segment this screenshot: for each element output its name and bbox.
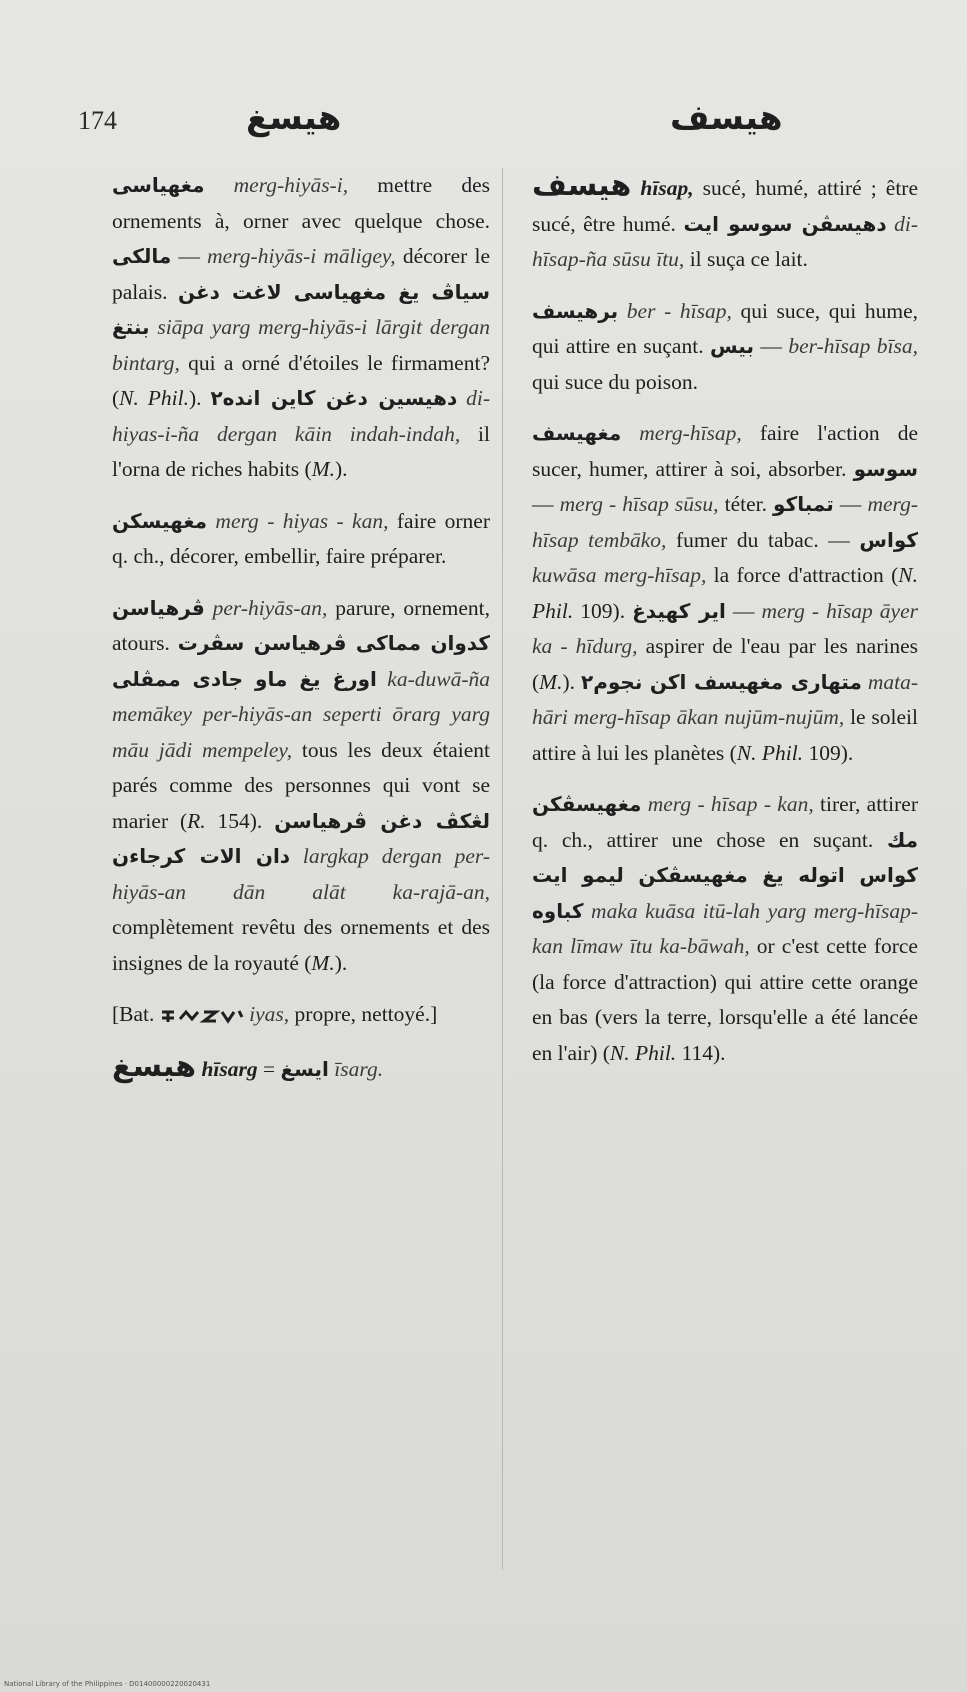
- dash: —: [532, 492, 560, 516]
- entry-merg-hisap-kan: [532, 787, 918, 1071]
- entry-hisap: [532, 168, 918, 278]
- column-divider: [502, 168, 503, 1570]
- source-reference: M.: [311, 950, 335, 975]
- dash: —: [171, 244, 208, 268]
- arabic-headword: برهيسف: [532, 298, 619, 323]
- scan-footer: National Library of the Philippines · D01400000220020431: [4, 1680, 211, 1688]
- space: [584, 899, 592, 923]
- definition: tirer, attirer q. ch., attirer une chose en suçant.: [532, 792, 918, 852]
- source-reference: N. Phil.: [609, 1040, 677, 1065]
- dash: —: [753, 334, 789, 358]
- dash: —: [833, 492, 868, 516]
- entry-per-hiyas-an: [112, 591, 490, 982]
- transliteration: di-hīsap-ña sūsu ītu,: [532, 211, 918, 271]
- punctuation: ).: [334, 950, 348, 975]
- arabic-example: مك كواس اتوله يغ مغهيسڤكن ليمو ايت كباوه: [532, 827, 918, 923]
- transliteration: merg - hīsap - kan,: [641, 792, 814, 816]
- source-reference: R.: [187, 808, 206, 833]
- entry-merg-hiyas-i: [112, 168, 490, 488]
- arabic-example: سياڤ يغ مغهياسى لاغت دغن بنتغ: [112, 279, 490, 339]
- translation: il suça ce lait.: [684, 247, 808, 271]
- definition: faire l'action de sucer, humer, attirer à soi, absorber.: [532, 421, 918, 481]
- transliteration: kuwāsa merg-hīsap,: [532, 563, 707, 587]
- arabic-headword: مغهيسڤكن: [532, 792, 642, 816]
- transliteration: largkap dergan per-hiyās-an dān alāt ka-rajā-an,: [112, 844, 490, 904]
- translation: tous les deux étaient parés comme des personnes qui vont se marier (: [112, 737, 490, 833]
- arabic-text: سوسو: [853, 456, 918, 481]
- definition: faire orner q. ch., décorer, embellir, faire préparer.: [112, 508, 490, 568]
- arabic-text: ايسغ: [280, 1056, 329, 1081]
- transliteration: iyas,: [249, 1002, 290, 1026]
- punctuation: 109).: [573, 598, 633, 623]
- arabic-example: دهيسڤن سوسو ايت: [683, 211, 887, 236]
- transliteration: merg - hīsap sūsu,: [559, 492, 719, 516]
- arabic-example: دهيسين دغن كاين انده٢: [210, 386, 458, 410]
- arabic-text: تمباكو: [773, 492, 834, 516]
- arabic-text: بيس: [710, 334, 754, 358]
- entry-merg-hiyas-kan: [112, 504, 490, 575]
- punctuation: ).: [335, 457, 348, 481]
- arabic-headword: هيسف: [532, 168, 632, 203]
- definition: parure, ornement, atours.: [112, 595, 490, 655]
- definition: décorer le palais.: [112, 244, 490, 304]
- transliteration: merg-hiyās-i māligey,: [207, 244, 396, 268]
- punctuation: 114).: [676, 1040, 726, 1065]
- arabic-text: كواس: [859, 527, 918, 552]
- arabic-text: مالكى: [112, 244, 172, 268]
- punctuation: 109).: [803, 740, 854, 765]
- right-column: [532, 168, 918, 1087]
- definition: aspirer de l'eau par les narines (: [532, 634, 918, 694]
- definition: sucé, humé, attiré ; être sucé, être humé.: [532, 176, 919, 236]
- definition: qui suce, qui hume, qui attire en suçant.: [532, 298, 918, 358]
- transliteration: ber - hīsap,: [618, 298, 732, 323]
- translation: le soleil attire à lui les planètes (: [532, 705, 918, 765]
- dash: —: [725, 598, 762, 623]
- arabic-headword: ڤرهياسن: [112, 595, 205, 620]
- arabic-example: كدوان مماكى ڤرهياسن سڤرت اورغ يغ ماو جادى ممڤلى: [112, 631, 490, 691]
- arabic-text: اير كهيدغ: [632, 598, 726, 623]
- entry-batak-note: [112, 997, 490, 1033]
- transliteration: di-hiyas-i-ña dergan kāin indah-indah,: [112, 386, 491, 446]
- left-running-headword: هيسغ: [246, 98, 342, 138]
- left-column: [112, 168, 490, 1103]
- arabic-example: متهارى مغهيسف اكن نجوم٢: [581, 669, 862, 694]
- translation: il l'orna de riches habits (: [112, 421, 490, 481]
- transliteration: merg - hīsap āyer ka - hīdurg,: [532, 598, 919, 658]
- transliteration: merg - hiyas - kan,: [207, 508, 389, 533]
- transliteration: īsarg.: [328, 1056, 384, 1081]
- transliteration: per-hiyās-an,: [212, 595, 328, 620]
- transliteration: maka kuāsa itū-lah yarg merg-hīsap-kan līmaw ītu ka-bāwah,: [532, 898, 919, 958]
- translation: qui a orné d'étoiles le firmament? (: [112, 350, 490, 410]
- transliteration: mata-hāri merg-hīsap ākan nujūm-nujūm,: [532, 669, 919, 729]
- batak-script-icon: [160, 1007, 244, 1025]
- space: [887, 212, 895, 236]
- space: [290, 844, 303, 868]
- page-number: 174: [78, 106, 117, 135]
- definition: mettre des ornements à, orner avec quelque chose.: [112, 173, 490, 233]
- arabic-headword: مغهيسكن: [112, 508, 208, 533]
- right-running-headword: هيسف: [670, 98, 783, 138]
- source-reference: N. Phil.: [736, 740, 804, 765]
- equals: =: [257, 1056, 281, 1081]
- bracket-note: [Bat.: [112, 1002, 160, 1026]
- translation: complètement revêtu des ornements et des insignes de la royauté (: [112, 915, 490, 975]
- source-reference: M.: [311, 457, 335, 481]
- transliteration: ka-duwā-ña memākey per-hiyās-an seperti ōrarg yarg māu jādi mempeley,: [112, 666, 490, 762]
- definition: téter.: [718, 492, 774, 516]
- definition: la force d'attraction (: [706, 563, 899, 587]
- entry-hisarg: [112, 1049, 490, 1088]
- source-reference: M.: [539, 669, 563, 694]
- transliteration: merg-hiyās-i,: [233, 173, 349, 197]
- space: [457, 386, 466, 410]
- transliteration-headword: hīsarg: [201, 1056, 258, 1081]
- punctuation: 154).: [205, 808, 275, 833]
- definition: qui suce du poison.: [532, 369, 699, 394]
- definition: fumer du tabac. —: [666, 527, 860, 552]
- arabic-headword: مغهيسف: [532, 421, 622, 445]
- definition: propre, nettoyé.]: [289, 1002, 438, 1026]
- space: [377, 667, 387, 691]
- transliteration: merg-hīsap,: [621, 421, 742, 445]
- entry-ber-hisap: [532, 294, 918, 401]
- arabic-headword: هيسغ: [112, 1048, 197, 1084]
- arabic-headword: مغهياسى: [112, 173, 205, 197]
- page-header: [0, 98, 967, 158]
- entry-merg-hisap: [532, 416, 918, 771]
- punctuation: ).: [562, 669, 581, 694]
- transliteration: siāpa yarg merg-hiyās-i lārgit dergan bintarg,: [112, 315, 490, 375]
- source-reference: N. Phil.: [532, 563, 918, 623]
- transliteration-headword: hīsap,: [640, 176, 694, 200]
- punctuation: ).: [189, 386, 211, 410]
- arabic-example: لڠكڤ دغن ڤرهياسن دان الات كرجاءن: [112, 808, 491, 868]
- translation: or c'est cette force (la force d'attraction) qui attire cette orange en bas (vers la terre, lorsqu'elle a été lancée en l'air) (: [532, 934, 918, 1065]
- source-reference: N. Phil.: [119, 386, 189, 410]
- transliteration: ber-hīsap bīsa,: [788, 334, 918, 358]
- transliteration: merg-hīsap tembāko,: [532, 492, 919, 552]
